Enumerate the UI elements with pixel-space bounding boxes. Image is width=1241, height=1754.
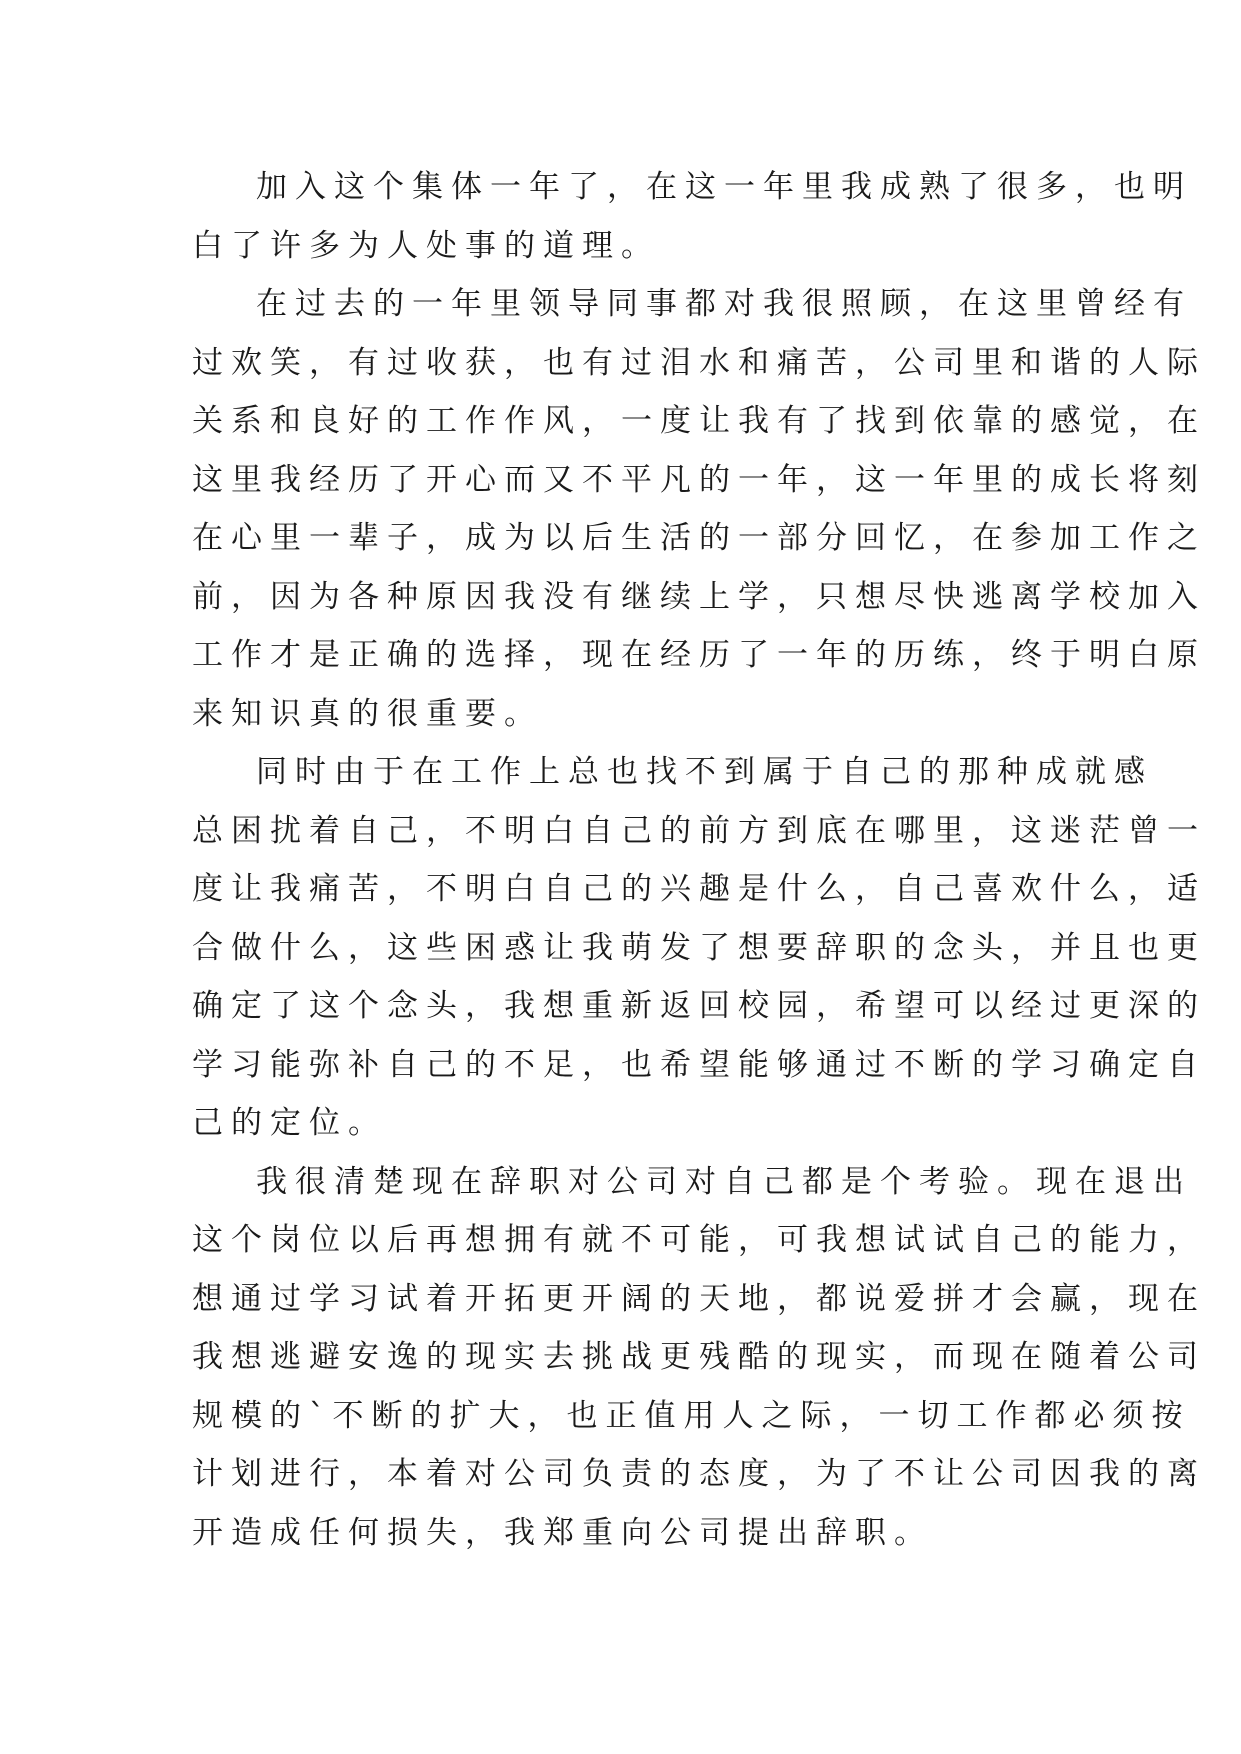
paragraph-3-line-6: 学习能弥补自己的不足，也希望能够通过不断的学习确定自: [192, 1046, 1206, 1083]
paragraph-2-line-8: 来知识真的很重要。: [192, 695, 543, 732]
paragraph-4-line-7: 开造成任何损失，我郑重向公司提出辞职。: [192, 1514, 933, 1551]
resignation-letter-body: [192, 158, 1206, 1562]
paragraph-3-line-5: 确定了这个念头，我想重新返回校园，希望可以经过更深的: [192, 988, 1206, 1024]
paragraph-3-line-2: 总困扰着自己，不明白自己的前方到底在哪里，这迷茫曾一: [192, 812, 1206, 849]
paragraph-3-line-7: 己的定位。: [192, 1105, 387, 1141]
paragraph-4-line-1: 我很清楚现在辞职对公司对自己都是个考验。现在退出: [256, 1163, 1192, 1200]
paragraph-4-line-5: 规模的`不断的扩大，也正值用人之际，一切工作都必须按: [192, 1397, 1191, 1434]
paragraph-2-line-5: 在心里一辈子，成为以后生活的一部分回忆，在参加工作之: [192, 520, 1206, 556]
paragraph-3-line-3: 度让我痛苦，不明白自己的兴趣是什么，自己喜欢什么，适: [192, 871, 1206, 907]
paragraph-3-line-4: 合做什么，这些困惑让我萌发了想要辞职的念头，并且也更: [192, 929, 1206, 966]
paragraph-3-line-1: 同时由于在工作上总也找不到属于自己的那种成就感: [256, 754, 1153, 790]
paragraph-1-line-2: 白了许多为人处事的道理。: [192, 227, 660, 264]
paragraph-4-line-6: 计划进行，本着对公司负责的态度，为了不让公司因我的离: [192, 1456, 1206, 1492]
paragraph-1-line-1: 加入这个集体一年了，在这一年里我成熟了很多，也明: [256, 169, 1192, 205]
paragraph-2-line-6: 前，因为各种原因我没有继续上学，只想尽快逃离学校加入: [192, 578, 1206, 615]
paragraph-4-line-4: 我想逃避安逸的现实去挑战更残酷的现实，而现在随着公司: [192, 1339, 1206, 1375]
paragraph-4-line-2: 这个岗位以后再想拥有就不可能，可我想试试自己的能力，: [192, 1222, 1206, 1258]
paragraph-2-line-7: 工作才是正确的选择，现在经历了一年的历练，终于明白原: [192, 637, 1206, 673]
paragraph-4-line-3: 想通过学习试着开拓更开阔的天地，都说爱拼才会赢，现在: [192, 1280, 1206, 1317]
paragraph-2-line-2: 过欢笑，有过收获，也有过泪水和痛苦，公司里和谐的人际: [192, 344, 1206, 381]
paragraph-2-line-1: 在过去的一年里领导同事都对我很照顾，在这里曾经有: [256, 286, 1192, 322]
paragraph-2-line-4: 这里我经历了开心而又不平凡的一年，这一年里的成长将刻: [192, 461, 1206, 498]
paragraph-2-line-3: 关系和良好的工作作风，一度让我有了找到依靠的感觉，在: [192, 403, 1206, 439]
